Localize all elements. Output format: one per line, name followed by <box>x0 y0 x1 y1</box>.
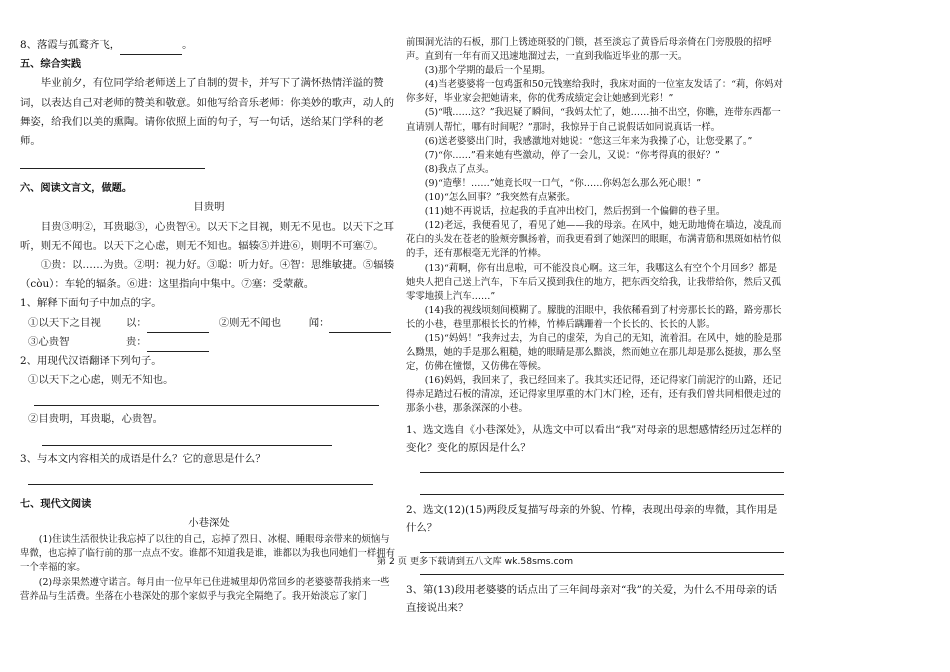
page-footer: 第 2 页 更多下载请到五八文库 wk.58sms.com <box>376 556 574 567</box>
paragraph-16: (16)妈妈，我回来了，我已经回来了。我其实还记得，还记得家门前泥泞的山路，还记得赤足踏过石板的清凉，还记得家里厚重的木门木门栓，还有，还有我们曾共同相偎走过的那条小巷，那条深深的小巷。 <box>406 375 782 415</box>
answer-blank[interactable] <box>147 339 209 352</box>
left-column <box>20 36 398 604</box>
section-7-title: 七、现代文阅读 <box>20 498 92 510</box>
answer-blank[interactable] <box>147 320 209 333</box>
section-6-title: 六、阅读文言文，做题。 <box>20 183 133 195</box>
answer-line[interactable] <box>420 537 784 553</box>
paragraph-3: (3)那个学期的最后一个星期。 <box>424 65 551 77</box>
paragraph-11: (11)她不再说话，拉起我的手直冲出校门，然后拐到一个偏僻的巷子里。 <box>424 206 726 218</box>
paragraph-8: (8)我点了点头。 <box>424 163 495 175</box>
answer-line[interactable] <box>20 153 205 169</box>
question-6-2a: ①以天下之心虑，则无不知也。 <box>28 374 174 387</box>
question-7-1: 1、选文选自《小巷深处》，从选文中可以看出“我”对母亲的思想感情经历过怎样的变化？变化的原因是什么？ <box>406 423 782 454</box>
answer-blank[interactable] <box>120 42 182 55</box>
paragraph-12: (12)老远，我便看见了，看见了她——我的母亲。在风中，她无助地倚在墙边，凌乱而花白的头发在苍老的脸颊旁飘扬着，而我更看到了她深凹的眼眶，布满青筋和黑斑如枯竹似的手，还有那根毫无光泽的竹棒。 <box>406 220 782 260</box>
paragraph-14: (14)我的视线顷刻间模糊了。朦胧的泪眼中，我依稀看到了村旁那长长的路，路旁那长长的小巷，巷里那根长长的竹棒，竹棒后蹒跚着一个长长的、长长的人影。 <box>406 304 782 330</box>
classical-text: 目贵③明②，耳贵聪③，心贵智④。以天下之目视，则无不见也。以天下之耳听，则无不闻也。以天下之心虑，则无不知也。辐辏⑤并进⑥，则明不可塞⑦。 <box>20 220 395 252</box>
paragraph-4: (4)当老婆婆将一包鸡蛋和50元钱塞给我时，我床对面的一位室友发话了：“莉，你妈对你多好，毕业家会把她请来，你的优秀成绩定会让她感到光彩！” <box>406 79 783 105</box>
question-6-1: 1、解释下面句子中加点的字。 <box>20 297 162 310</box>
section-5-title: 五、综合实践 <box>20 59 82 71</box>
paragraph-6: (6)送老婆婆出门时，我感激地对她说：“您这三年来为我操了心，让您受累了。” <box>424 135 753 147</box>
classical-notes: ①贵：以……为贵。②明：视力好。③聪：听力好。④智：思维敏捷。⑤辐辏（còu）：车轮的辐条。⑥进：这里指向中集中。⑦塞：受蒙蔽。 <box>20 259 395 291</box>
paragraph-1: (1)住读生活很快让我忘掉了以往的自己，忘掉了烈日、冰棍、睡眼母亲带来的烦恼与卑微，也忘掉了临行前的那一点点不安。谁都不知道我是谁，谁都以为我也同她们一样拥有一个幸福的家。 <box>20 534 396 574</box>
question-6-2: 2、用现代汉语翻译下列句子。 <box>20 355 162 368</box>
section-5-text: 毕业前夕，有位同学给老师送上了自制的贺卡，并写下了满怀热情洋溢的赞词，以表达自己对老师的赞美和敬意。如他写给音乐老师：你美妙的歌声，动人的舞姿，给我们以美的熏陶。请你依照上面的句子，写一句话，送给某门学科的老师。 <box>20 77 395 148</box>
classical-title: 目贵明 <box>193 201 225 214</box>
paragraph-10: (10)“怎么回事？”我突然有点紧张。 <box>424 192 576 204</box>
answer-line[interactable] <box>28 469 373 485</box>
question-8: 8、落霞与孤鹜齐飞， 。 <box>20 36 398 55</box>
answer-line[interactable] <box>420 479 784 495</box>
modern-title: 小巷深处 <box>188 517 230 530</box>
answer-blank[interactable] <box>329 320 391 333</box>
paragraph-2: (2)母亲果然遵守诺言。每月由一位早年已住进城里却仍常回乡的老婆婆帮我捎来一些营养品与生活费。坐落在小巷深处的那个家似乎与我完全隔绝了。我开始淡忘了家门 <box>20 576 390 602</box>
answer-line[interactable] <box>34 390 379 406</box>
paragraph-5: (5)“哦……这？”我迟疑了瞬间，“我妈太忙了，她……抽不出空，你瞧，连带东西都一直请别人帮忙，哪有时间呢？”那时，我惊异于自己说假话如同说真话一样。 <box>406 107 781 133</box>
question-6-2b: ②目贵明，耳贵聪，心贵智。 <box>28 413 164 426</box>
answer-line[interactable] <box>42 430 332 446</box>
question-6-3: 3、与本文内容相关的成语是什么？它的意思是什么？ <box>20 452 266 465</box>
answer-line[interactable] <box>420 457 784 473</box>
question-7-2: 2、选文(12)(15)两段反复描写母亲的外貌、竹棒，表现出母亲的卑微，其作用是什么？ <box>406 503 778 534</box>
paragraph-2-continued: 前围洞光洁的石板，那门上锈迹斑驳的门锁，甚至淡忘了黄昏后母亲倚在门旁殷殷的招呼声。直到有一年有而又迅速地溜过去，一直到我临近毕业的那一天。 <box>406 37 772 63</box>
paragraph-9: (9)“造孽！……”她竟长叹一口气，“你……你妈怎么那么死心眼！” <box>424 177 701 189</box>
paragraph-15: (15)“妈妈！”我奔过去，为自己的虚荣，为自己的无知，流着泪。在风中，她的脸是那么黝黑，她的手是那么粗糙，她的眼睛是那么黯淡，然而她立在那儿却是那么挺拔，那么坚定，仿佛在憧憬，又仿佛在等候。 <box>406 332 782 373</box>
question-7-3: 3、第(13)段用老婆婆的话点出了三年间母亲对“我”的关爱，为什么不用母亲的话直接说出来？ <box>406 583 778 614</box>
paragraph-7: (7)“你……”看来她有些激动，停了一会儿，又说：“你考得真的很好？” <box>424 149 720 161</box>
paragraph-13: (13)“莉啊，你有出息啦，可不能没良心啊。这三年，我哪这么有空个个月回乡？都是她央人把自己送上汽车，下车后又摸到我住的地方，把东西交给我，让我带给你，然后又孤零零地摸上汽车……” <box>406 262 782 302</box>
question-6-1-items: ①以天下之目视 以： ②则无不闻也 闻： <box>20 314 398 333</box>
question-6-1-item-3: ③心贵智 贵： <box>20 333 398 352</box>
right-column <box>406 36 784 617</box>
